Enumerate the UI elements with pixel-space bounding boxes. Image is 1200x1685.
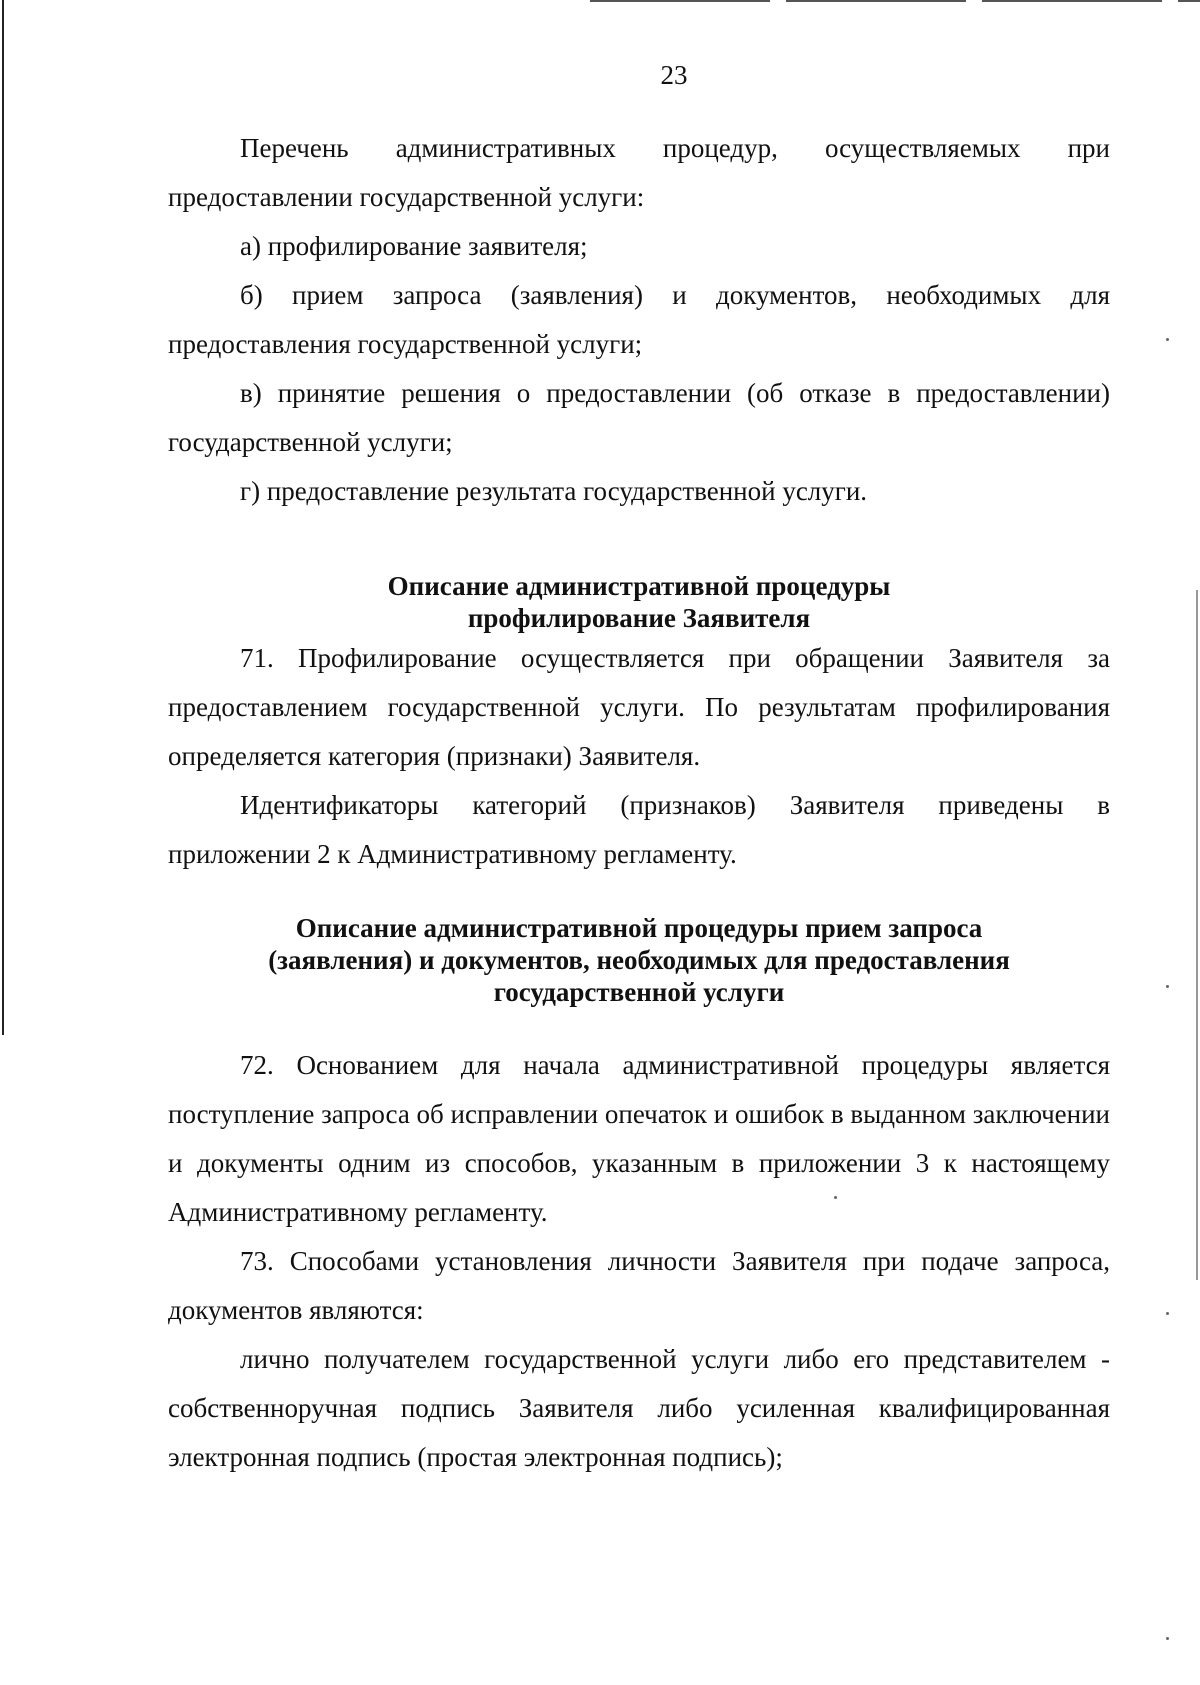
scan-speck	[1166, 1637, 1169, 1640]
scan-edge-dashes	[590, 0, 1200, 2]
list-item-v: в) принятие решения о предоставлении (об отказе в предоставлении) государственной услуги;	[168, 378, 1110, 457]
heading-line: профилирование Заявителя	[467, 603, 811, 633]
document-body	[168, 124, 1110, 1482]
heading-line: государственной услуги	[493, 977, 785, 1007]
list-item-a: а) профилирование заявителя;	[240, 231, 588, 261]
scan-right-edge	[1196, 590, 1198, 1280]
paragraph-72: 72. Основанием для начала административной процедуры является поступление запроса об исправлении опечаток и ошибок в выданном заключении и документы одним из способов, указанным в приложении 3 к настоящему Административному регламенту.	[168, 1050, 1110, 1227]
paragraph-in-person: лично получателем государственной услуги либо его представителем - собственноручная подпись Заявителя либо усиленная квалифицированная электронная подпись (простая электронная подпись);	[168, 1344, 1110, 1472]
paragraph-identifiers: Идентификаторы категорий (признаков) Заявителя приведены в приложении 2 к Административному регламенту.	[168, 790, 1110, 869]
scan-speck	[1166, 1312, 1169, 1315]
scan-speck	[1166, 985, 1169, 988]
list-item-g: г) предоставление результата государственной услуги.	[240, 476, 868, 506]
paragraph-73: 73. Способами установления личности Заявителя при подаче запроса, документов являются:	[168, 1246, 1110, 1325]
heading-line: Описание административной процедуры	[387, 571, 891, 601]
paragraph-intro: Перечень административных процедур, осуществляемых при предоставлении государственной услуги:	[168, 133, 1110, 212]
heading-line: (заявления) и документов, необходимых для предоставления	[268, 945, 1010, 975]
section-heading-profiling	[168, 570, 1110, 634]
section-heading-request	[168, 912, 1110, 1008]
scan-speck	[1166, 338, 1169, 341]
page-number: 23	[660, 60, 688, 90]
list-item-b: б) прием запроса (заявления) и документов, необходимых для предоставления государственной услуги;	[168, 280, 1110, 359]
scan-left-edge	[2, 0, 4, 1035]
heading-line: Описание административной процедуры прием запроса	[295, 913, 983, 943]
paragraph-71: 71. Профилирование осуществляется при обращении Заявителя за предоставлением государственной услуги. По результатам профилирования определяется категория (признаки) Заявителя.	[168, 643, 1110, 771]
